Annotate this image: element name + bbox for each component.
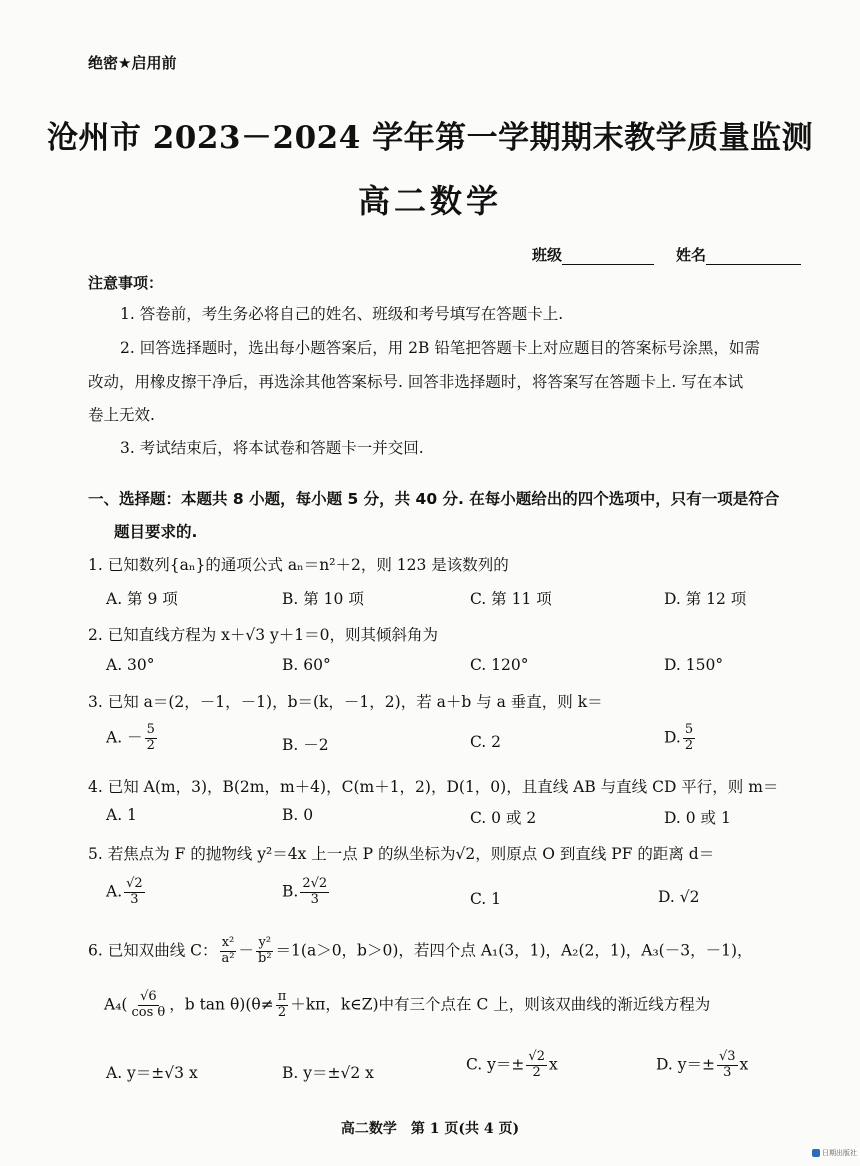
question-4-stem: 4. 已知 A(m，3)，B(2m，m＋4)，C(m＋1，2)，D(1，0)，且直线 AB 与直线 CD 平行，则 m＝	[88, 778, 779, 796]
name-field	[676, 244, 801, 265]
option-d-prefix: D. y＝±	[656, 1055, 715, 1074]
fraction	[124, 877, 145, 908]
fraction	[145, 723, 157, 754]
question-5-option-a	[106, 877, 147, 908]
option-d-suffix: x	[739, 1055, 749, 1074]
question-5-option-d: D. √2	[658, 888, 700, 906]
class-field	[532, 244, 654, 265]
exam-title: 沧州市 2023－2024 学年第一学期期末教学质量监测	[46, 120, 814, 156]
question-3-option-d	[664, 723, 697, 754]
stem-text: ＝1(a＞0，b＞0)，若四个点 A₁(3，1)，A₂(2，1)，A₃(－3，－1)，	[275, 941, 753, 960]
note-item-2-cont: 改动，用橡皮擦干净后，再选涂其他答案标号. 回答非选择题时，将答案写在答题卡上. 写在本试	[88, 373, 744, 391]
question-5-stem: 5. 若焦点为 F 的抛物线 y²＝4x 上一点 P 的纵坐标为√2，则原点 O 到直线 PF 的距离 d＝	[88, 845, 715, 863]
question-5-option-b	[282, 877, 331, 908]
option-d-prefix: D.	[664, 728, 681, 747]
fraction-y2-b2	[256, 936, 274, 967]
question-1-option-d: D. 第 12 项	[664, 590, 747, 608]
numerator: √6	[140, 989, 157, 1004]
question-3-stem: 3. 已知 a＝(2，－1，－1)，b＝(k，－1，2)，若 a＋b 与 a 垂直，则 k＝	[88, 693, 603, 711]
option-c-suffix: x	[548, 1055, 558, 1074]
fraction	[683, 723, 695, 754]
numerator: 5	[684, 722, 694, 737]
question-4-option-a: A. 1	[106, 806, 137, 824]
note-item-2-end: 卷上无效.	[88, 406, 155, 424]
numerator: 5	[146, 722, 155, 737]
stem-text: 6. 已知双曲线 C：	[88, 941, 218, 960]
note-item-3: 3. 考试结束后，将本试卷和答题卡一并交回.	[120, 439, 424, 457]
question-4-option-c: C. 0 或 2	[470, 809, 537, 827]
class-label: 班级	[532, 246, 563, 264]
note-item-2: 2. 回答选择题时，选出每小题答案后，用 2B 铅笔把答题卡上对应题目的答案标号涂黑，如需	[120, 339, 760, 357]
fraction-x2-a2	[220, 936, 237, 967]
numerator: √2	[528, 1049, 545, 1064]
question-6-option-b: B. y＝±√2 x	[282, 1064, 374, 1082]
numerator: 2√2	[302, 876, 328, 891]
fraction	[717, 1050, 738, 1081]
question-2-option-a: A. 30°	[106, 656, 155, 674]
denominator: 3	[130, 891, 139, 907]
section-heading: 一、选择题：本题共 8 小题，每小题 5 分，共 40 分. 在每小题给出的四个选项中，只有一项是符合	[88, 490, 780, 508]
question-1-option-a: A. 第 9 项	[106, 590, 178, 608]
question-6-option-c	[466, 1050, 558, 1081]
exam-subject: 高二数学	[357, 182, 502, 220]
notes-title: 注意事项：	[88, 274, 164, 292]
question-1-option-b: B. 第 10 项	[282, 590, 364, 608]
denominator: 2	[277, 1004, 287, 1020]
stem-text: A₄(	[104, 995, 128, 1014]
stem-text: ＋kπ，k∈Z)中有三个点在 C 上，则该双曲线的渐近线方程为	[290, 995, 711, 1014]
numerator: y²	[258, 935, 272, 950]
page-footer: 高二数学 第 1 页(共 4 页)	[340, 1121, 520, 1137]
denominator: 3	[723, 1064, 732, 1080]
denominator: a²	[221, 950, 235, 966]
class-blank	[562, 250, 654, 265]
question-6-option-d	[656, 1050, 748, 1081]
option-a-prefix: A.	[106, 882, 123, 901]
confidential-label: 绝密★启用前	[88, 54, 177, 72]
denominator: b²	[258, 950, 272, 966]
note-item-1: 1. 答卷前，考生务必将自己的姓名、班级和考号填写在答题卡上.	[120, 305, 564, 323]
question-6-stem-cont	[104, 990, 710, 1021]
question-2-stem: 2. 已知直线方程为 x＋√3 y＋1＝0，则其倾斜角为	[88, 626, 439, 644]
question-6-stem	[88, 936, 753, 967]
denominator: 3	[310, 891, 319, 907]
question-5-option-c: C. 1	[470, 890, 502, 908]
question-1-stem: 1. 已知数列{aₙ}的通项公式 aₙ＝n²＋2，则 123 是该数列的	[88, 556, 509, 574]
section-heading-cont: 题目要求的.	[114, 523, 198, 541]
question-3-option-a	[106, 723, 159, 754]
denominator: 2	[146, 737, 155, 753]
question-2-option-b: B. 60°	[282, 656, 331, 674]
stem-text: ，b tan θ)(θ≠	[169, 995, 274, 1014]
question-2-option-d: D. 150°	[664, 656, 724, 674]
publisher-logo-icon	[812, 1149, 820, 1157]
numerator: √2	[126, 876, 143, 891]
option-c-prefix: C. y＝±	[466, 1055, 525, 1074]
question-4-option-d: D. 0 或 1	[664, 809, 731, 827]
question-1-option-c: C. 第 11 项	[470, 590, 552, 608]
minus-sign: －	[238, 941, 254, 960]
denominator: cos θ	[131, 1004, 166, 1020]
fraction-sqrt6-cos	[129, 990, 167, 1021]
publisher-watermark	[812, 1148, 857, 1158]
fraction	[300, 877, 329, 908]
name-blank	[706, 250, 801, 265]
numerator: √3	[718, 1049, 736, 1064]
option-a-prefix: A. －	[106, 728, 143, 747]
numerator: π	[277, 989, 287, 1004]
question-4-option-b: B. 0	[282, 806, 314, 824]
question-2-option-c: C. 120°	[470, 656, 529, 674]
denominator: 2	[532, 1064, 541, 1080]
name-label: 姓名	[676, 246, 707, 264]
question-3-option-b: B. －2	[282, 736, 329, 754]
numerator: x²	[221, 935, 235, 950]
watermark-text: 日期出版社	[822, 1149, 857, 1157]
fraction-pi-2	[276, 990, 289, 1021]
fraction	[526, 1050, 547, 1081]
question-6-option-a: A. y＝±√3 x	[106, 1064, 198, 1082]
denominator: 2	[684, 737, 694, 753]
question-3-option-c: C. 2	[470, 733, 502, 751]
option-b-prefix: B.	[282, 882, 299, 901]
